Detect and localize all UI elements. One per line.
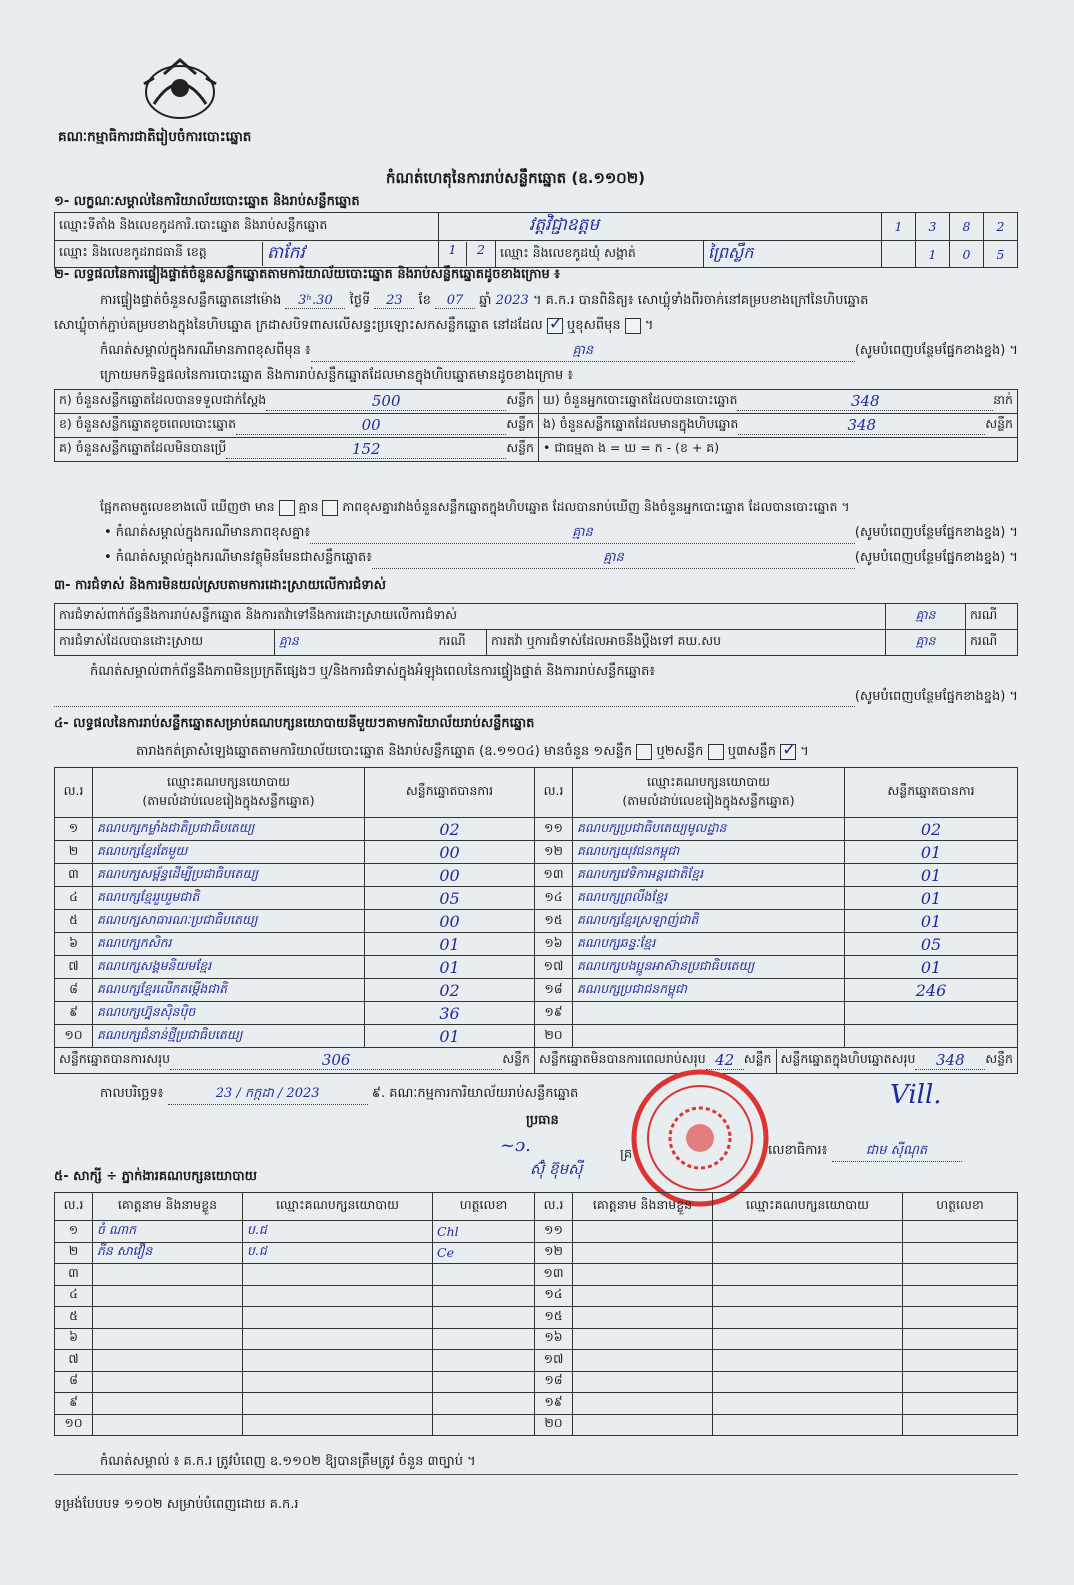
three-sheet-checkbox[interactable] <box>780 744 796 760</box>
two-sheet-checkbox[interactable] <box>708 744 724 760</box>
section-4-heading: ៤- លទ្ធផលនៃការរាប់សន្លឹកឆ្នោតសម្រាប់គណបក្សនយោបាយនីមួយៗតាមការិយាល័យរាប់សន្លឹកឆ្នោត <box>54 716 535 731</box>
table-row <box>55 818 1018 841</box>
table-row <box>55 1393 1018 1415</box>
witness-signature <box>433 1307 535 1329</box>
table-row <box>55 1002 1018 1025</box>
witness-name <box>573 1221 713 1243</box>
witness-party <box>243 1264 433 1286</box>
party-no: ៥ <box>55 910 93 933</box>
commune-code-digit: 5 <box>984 241 1018 268</box>
witness-no: ២ <box>55 1242 93 1264</box>
party-name: គណបក្សព្រលឹងខ្មែរ <box>573 887 845 910</box>
witness-no: ៤ <box>55 1285 93 1307</box>
witness-signature <box>903 1221 1018 1243</box>
witness-name <box>573 1328 713 1350</box>
witness-signature <box>433 1393 535 1415</box>
party-no: ១០ <box>55 1025 93 1048</box>
spoiled-label: ខ) ចំនួនសន្លឹកឆ្នោតខូចពេលបោះឆ្នោត <box>59 416 237 431</box>
total-invalid-value: 42 <box>706 1051 744 1070</box>
station-code-digit: 1 <box>882 213 916 241</box>
received-value: 500 <box>266 392 506 411</box>
section-3-heading: ៣- ការជំទាស់ និងការមិនយល់ស្របតាមការដោះស្រាយលើការជំទាស់ <box>54 578 386 593</box>
witness-no: ២០ <box>535 1414 573 1436</box>
date-line: កាលបរិច្ឆេទ៖ 23 / កក្កដា / 2023 ៩. គណៈកម្មការការិយាល័យរាប់សន្លឹកឆ្នោត <box>100 1085 578 1105</box>
discrepancy-note: • កំណត់សម្គាល់ក្នុងករណីមានភាពខុសគ្នា៖ គ្មាន (សូមបំពេញបន្ថែមផ្នែកខាងខ្នង) ។ <box>104 524 1018 544</box>
total-box-value: 348 <box>915 1051 985 1070</box>
table-row <box>55 1264 1018 1286</box>
party-votes: 01 <box>365 956 535 979</box>
party-name: គណបក្សប្រជាជនកម្ពុជា <box>573 979 845 1002</box>
result-intro: ក្រោយមកទិន្នផលនៃការបោះឆ្នោត និងការរាប់សន្លឹកឆ្នោតដែលមានក្នុងហិបឆ្នោតមានដូចខាងក្រោម ៖ <box>100 368 574 383</box>
station-label: ឈ្មោះទីតាំង និងលេខកូដការិ.បោះឆ្នោត និងរាប់សន្លឹកឆ្នោត <box>55 213 439 241</box>
witness-no: ១០ <box>55 1414 93 1436</box>
chair-name: ស៊ុំ ខ៊ុមស៊ី <box>530 1160 583 1178</box>
witness-no: ១២ <box>535 1242 573 1264</box>
witness-name <box>573 1414 713 1436</box>
footer-divider <box>54 1474 1018 1475</box>
secretary-signature: Vill. <box>890 1080 942 1110</box>
witness-party <box>713 1264 903 1286</box>
witness-no: ១៣ <box>535 1264 573 1286</box>
party-name: គណបក្សហ្វ៊ុនស៊ិនប៉ិច <box>93 1002 365 1025</box>
witness-name <box>573 1350 713 1372</box>
table-row <box>55 1414 1018 1436</box>
table-row <box>55 841 1018 864</box>
witness-no: ១៦ <box>535 1328 573 1350</box>
party-votes: 01 <box>365 1025 535 1048</box>
province-label: ឈ្មោះ និងលេខកូដរាជធានី ខេត្ត <box>55 242 263 266</box>
table-row <box>55 1307 1018 1329</box>
witness-name <box>573 1242 713 1264</box>
witness-signature <box>903 1285 1018 1307</box>
witness-party: ប.ជ <box>243 1221 433 1243</box>
witness-party <box>713 1414 903 1436</box>
one-sheet-checkbox[interactable] <box>636 744 652 760</box>
witness-party <box>243 1307 433 1329</box>
table-row <box>55 1285 1018 1307</box>
chair-signature: ~ɔ. <box>500 1135 531 1156</box>
witness-name: ចំ ណាក <box>93 1221 243 1243</box>
verify-line-2: សោឃ្លុំចាក់ភ្ជាប់គម្របខាងក្នុងនៃហិបឆ្នោត ក្រដាសបិទពាសលើសន្ទះប្រឡោះសកសន្លឹកឆ្នោត នៅដដែល ✓ ឬខុសពីមុន ។ <box>54 317 653 336</box>
date-value: 23 / កក្កដា / 2023 <box>168 1085 368 1105</box>
witness-party <box>713 1307 903 1329</box>
verify-day: 23 <box>374 293 414 309</box>
witness-name <box>93 1393 243 1415</box>
nec-emblem-icon <box>134 54 226 124</box>
party-no: ៩ <box>55 1002 93 1025</box>
party-name: គណបក្សខ្មែររួបរួមជាតិ <box>93 887 365 910</box>
party-votes: 01 <box>845 956 1018 979</box>
chair-label: ប្រធាន <box>526 1113 559 1128</box>
irregularity-fill: (សូមបំពេញបន្ថែមផ្នែកខាងខ្នង) ។ <box>54 688 1018 707</box>
section-1-table <box>54 212 1018 268</box>
unused-label: គ) ចំនួនសន្លឹកឆ្នោតដែលមិនបានប្រើ <box>59 440 227 455</box>
party-votes: 01 <box>845 841 1018 864</box>
witness-party <box>713 1371 903 1393</box>
witness-party <box>713 1328 903 1350</box>
table-row <box>55 1025 1018 1048</box>
party-name: គណបក្សយុវជនកម្ពុជា <box>573 841 845 864</box>
witness-body <box>55 1221 1018 1436</box>
party-votes: 01 <box>845 910 1018 933</box>
objection-label: ការជំទាស់ពាក់ព័ន្ធនឹងការរាប់សន្លឹកឆ្នោត និងការតវ៉ាទៅនឹងការដោះស្រាយលើការជំទាស់ <box>55 604 886 630</box>
in-box-value: 348 <box>738 416 985 435</box>
appeal-value: គ្មាន <box>886 630 966 656</box>
witness-name <box>93 1371 243 1393</box>
party-name: គណបក្សប្រជាធិបតេយ្យមូលដ្ឋាន <box>573 818 845 841</box>
witness-signature <box>433 1414 535 1436</box>
witness-signature: Chl <box>433 1221 535 1243</box>
witness-party <box>713 1393 903 1415</box>
witness-name <box>573 1371 713 1393</box>
party-votes: 00 <box>365 864 535 887</box>
witness-signature <box>903 1393 1018 1415</box>
witness-name <box>573 1307 713 1329</box>
party-name: គណបក្សកម្លាំងជាតិប្រជាធិបតេយ្យ <box>93 818 365 841</box>
appeal-label: ការតវ៉ា ឬការជំទាស់ដែលអាចនឹងប្តឹងទៅ គឃ.សប <box>487 630 886 656</box>
party-name <box>573 1002 845 1025</box>
witness-no: ៧ <box>55 1350 93 1372</box>
party-no: ៨ <box>55 979 93 1002</box>
verify-year: 2023 <box>495 293 529 308</box>
table-row <box>55 933 1018 956</box>
commune-code-digit: 0 <box>950 241 984 268</box>
party-name: គណបក្សសង្គមនិយមខ្មែរ <box>93 956 365 979</box>
org-title: គណៈកម្មាធិការជាតិរៀបចំការបោះឆ្នោត <box>58 129 252 145</box>
province-code-digit: 1 <box>439 242 467 266</box>
party-no: ១ <box>55 818 93 841</box>
secretary-line: លេខាធិការ៖ ជាម ស៊ីណុត <box>768 1142 962 1162</box>
member-label: គ្រ <box>620 1147 633 1162</box>
party-name: គណបក្សខ្មែរស្រឡាញ់ជាតិ <box>573 910 845 933</box>
party-no: ១៥ <box>535 910 573 933</box>
party-no: ១៧ <box>535 956 573 979</box>
witness-no: ៣ <box>55 1264 93 1286</box>
witness-signature <box>433 1371 535 1393</box>
witness-party <box>243 1371 433 1393</box>
witness-no: ៨ <box>55 1371 93 1393</box>
witness-no: ១៨ <box>535 1371 573 1393</box>
section-2-heading: ២- លទ្ធផលនៃការផ្ទៀងផ្ទាត់ចំនួនសន្លឹកឆ្នោតតាមការិយាល័យបោះឆ្នោត និងរាប់សន្លឹកឆ្នោតដូចខាងក្រោម ៖ <box>54 267 560 282</box>
same-checkbox[interactable] <box>547 318 563 334</box>
witness-party <box>713 1242 903 1264</box>
diff-note-value: គ្មាន <box>311 342 855 362</box>
witness-name <box>93 1350 243 1372</box>
table-row <box>55 979 1018 1002</box>
witness-signature <box>433 1285 535 1307</box>
discrepancy-line: ផ្អែកតាមតួលេខខាងលើ ឃើញថា មាន គ្មាន ភាពខុសគ្នារវាងចំនួនសន្លឹកឆ្នោតក្នុងហិបឆ្នោត ដែលបានរាប់ឃើញ និងចំនួនអ្នកបោះឆ្នោត ដែលបានបោះឆ្នោត ។ <box>100 499 850 514</box>
commune-code-digit: 1 <box>916 241 950 268</box>
table-row <box>55 1371 1018 1393</box>
party-no: ១២ <box>535 841 573 864</box>
verify-month: 07 <box>435 293 475 309</box>
witness-no: ៦ <box>55 1328 93 1350</box>
party-no: ១៣ <box>535 864 573 887</box>
witness-no: ១៩ <box>535 1393 573 1415</box>
witness-no: ៥ <box>55 1307 93 1329</box>
witness-signature <box>903 1414 1018 1436</box>
witness-no: ១ <box>55 1221 93 1243</box>
witness-no: ១៥ <box>535 1307 573 1329</box>
no-discrepancy-checkbox[interactable] <box>322 500 338 516</box>
party-name: គណបក្សសាធារណៈប្រជាធិបតេយ្យ <box>93 910 365 933</box>
party-name: គណបក្សកសិករ <box>93 933 365 956</box>
party-votes: 02 <box>365 979 535 1002</box>
different-checkbox[interactable] <box>625 318 641 334</box>
in-box-label: ង) ចំនួនសន្លឹកឆ្នោតដែលមានក្នុងហិបឆ្នោត <box>543 416 739 431</box>
official-seal-icon <box>630 1068 770 1208</box>
table-row <box>55 1221 1018 1243</box>
formula-text: • ជាធម្មតា ង = ឃ = ក - (ខ + គ) <box>539 438 1018 462</box>
secretary-name: ជាម ស៊ីណុត <box>832 1142 962 1162</box>
verify-time: 3ʰ.30 <box>285 293 345 309</box>
witness-name <box>93 1285 243 1307</box>
party-votes: 01 <box>845 864 1018 887</box>
party-no: ១៨ <box>535 979 573 1002</box>
witness-name <box>93 1414 243 1436</box>
witness-signature <box>433 1350 535 1372</box>
spoiled-value: 00 <box>236 416 506 435</box>
party-votes: 01 <box>845 887 1018 910</box>
party-votes <box>845 1002 1018 1025</box>
witness-signature <box>903 1242 1018 1264</box>
witness-party <box>243 1285 433 1307</box>
has-discrepancy-checkbox[interactable] <box>279 500 295 516</box>
witness-name <box>573 1393 713 1415</box>
station-code-digit: 2 <box>984 213 1018 241</box>
party-no: ២ <box>55 841 93 864</box>
party-no: ១៤ <box>535 887 573 910</box>
party-no: ៤ <box>55 887 93 910</box>
objection-value: គ្មាន <box>886 604 966 630</box>
witness-party <box>713 1350 903 1372</box>
party-no: ៧ <box>55 956 93 979</box>
verify-line: ការផ្ទៀងផ្ទាត់ចំនួនសន្លឹកឆ្នោតនៅម៉ោង 3ʰ.30 ថ្ងៃទី 23 ខែ 07 ឆ្នាំ 2023 ។ គ.ក.រ បានពិនិត្យ៖ សោឃ្លុំទាំងពីរចាក់នៅគម្របខាងក្រៅនៃហិបឆ្នោត <box>100 293 869 308</box>
party-results-table: ល.រ ឈ្មោះគណបក្សនយោបាយ (តាមលំដាប់លេខរៀងក្នុងសន្លឹកឆ្នោត) សន្លឹកឆ្នោតបានការ ល.រ ឈ្មោះគណបក្សនយោបាយ (តាមលំដាប់លេខរៀងក្នុងសន្លឹកឆ្នោត) សន្លឹកឆ្នោតបានការ ១ គណបក្សកម្លាំងជាតិប្រជាធិបតេយ្យ 02 ១១ គណបក្សប្រជាធិបតេយ្យមូលដ្ឋាន 02 ២ គណបក្សខ្មែរតែមួយ 00 ១២ គណបក្សយុវជនកម្ពុជា 01 ៣ គណបក្សសម្ព័ន្ធដើម្បីប្រជាធិបតេយ្យ 00 ១៣ គណបក្សវេទិកាអន្តរជាតិខ្មែរ 01 ៤ គណបក្សខ្មែររួបរួមជាតិ 05 ១៤ គណបក្សព្រលឹងខ្មែរ 01 ៥ គណបក្សសាធារណៈប្រជាធិបតេយ្យ 00 ១៥ គណបក្សខ្មែរស្រឡាញ់ជាតិ 01 ៦ គណបក្សកសិករ 01 ១៦ គណបក្សឆន្ទៈខ្មែរ 05 ៧ គណបក្សសង្គមនិយមខ្មែរ 01 ១៧ គណបក្សបងប្អូនអាស៊ានប្រជាធិបតេយ្យ 01 ៨ គណបក្សខ្មែរលើកតម្កើងជាតិ 02 ១៨ គណបក្សប្រជាជនកម្ពុជា 246 ៩ គណបក្សហ្វ៊ុនស៊ិនប៉ិច 36 ១៩ ១០ គណបក្សជំនាន់ថ្មីប្រជាធិបតេយ្យ 01 ២០ សន្លឹកឆ្នោតបានការសរុប 306 សន្លឹក សន្លឹកឆ្នោតមិនបានការពេលរាប់សរុប 42 សន្លឹក សន្លឹកឆ្នោតក្នុងហិបឆ្នោតសរុប 348 សន្លឹក <box>54 767 1018 1074</box>
party-no: ១១ <box>535 818 573 841</box>
commune-name: ព្រៃស្លឹក <box>704 241 882 268</box>
table-row <box>55 1350 1018 1372</box>
witness-no: ១១ <box>535 1221 573 1243</box>
party-name: គណបក្សឆន្ទៈខ្មែរ <box>573 933 845 956</box>
party-votes: 05 <box>845 933 1018 956</box>
station-name: វត្តវិជ្ជាឧត្តម <box>439 213 882 241</box>
section-3-table: ការជំទាស់ពាក់ព័ន្ធនឹងការរាប់សន្លឹកឆ្នោត និងការតវ៉ាទៅនឹងការដោះស្រាយលើការជំទាស់ គ្មាន ករណី ការជំទាស់ដែលបានដោះស្រាយ គ្មាន ករណី ការតវ៉ា ឬការជំទាស់ដែលអាចនឹងប្តឹងទៅ គឃ.សប គ្មាន ករណី <box>54 603 1018 656</box>
resolved-value: គ្មាន <box>275 630 435 656</box>
table-row <box>55 956 1018 979</box>
party-name: គណបក្សជំនាន់ថ្មីប្រជាធិបតេយ្យ <box>93 1025 365 1048</box>
voters-value: 348 <box>737 392 993 411</box>
foreign-object-note: • កំណត់សម្គាល់ក្នុងករណីមានវត្ថុមិនមែនជាសន្លឹកឆ្នោត៖ គ្មាន (សូមបំពេញបន្ថែមផ្នែកខាងខ្នង) ។ <box>104 549 1018 569</box>
station-code-digit: 3 <box>916 213 950 241</box>
witness-no: ៩ <box>55 1393 93 1415</box>
party-votes: 02 <box>365 818 535 841</box>
province-code-digit: 2 <box>477 242 485 257</box>
witness-signature <box>433 1328 535 1350</box>
party-no: ៦ <box>55 933 93 956</box>
voters-label: ឃ) ចំនួនអ្នកបោះឆ្នោតដែលបានបោះឆ្នោត <box>543 392 738 407</box>
witness-name <box>93 1264 243 1286</box>
witness-name <box>93 1328 243 1350</box>
witness-signature <box>903 1328 1018 1350</box>
table-row <box>55 887 1018 910</box>
witness-no: ១៤ <box>535 1285 573 1307</box>
province-name: តាកែវ <box>267 243 305 263</box>
section-5-heading: ៥- សាក្សី ÷ ភ្នាក់ងារគណបក្សនយោបាយ <box>54 1169 257 1184</box>
witness-signature <box>903 1350 1018 1372</box>
result-table: ក) ចំនួនសន្លឹកឆ្នោតដែលបានទទួលជាក់ស្តែង 500 សន្លឹក ឃ) ចំនួនអ្នកបោះឆ្នោតដែលបានបោះឆ្នោត 348 នាក់ ខ) ចំនួនសន្លឹកឆ្នោតខូចពេលបោះឆ្នោត 00 សន្លឹក ង) ចំនួនសន្លឹកឆ្នោតដែលមានក្នុងហិបឆ្នោត 348 សន្លឹក គ) ចំនួនសន្លឹកឆ្នោតដែលមិនបានប្រើ 152 សន្លឹក • ជាធម្មតា ង = ឃ = ក - (ខ + គ) <box>54 389 1018 462</box>
witness-name <box>573 1285 713 1307</box>
table-row <box>55 1328 1018 1350</box>
commune-label: ឈ្មោះ និងលេខកូដឃុំ សង្កាត់ <box>496 241 704 268</box>
party-votes: 36 <box>365 1002 535 1025</box>
station-code-digit: 8 <box>950 213 984 241</box>
party-name: គណបក្សសម្ព័ន្ធដើម្បីប្រជាធិបតេយ្យ <box>93 864 365 887</box>
witness-signature <box>433 1264 535 1286</box>
attach-line: តារាងកត់ត្រាសំឡេងឆ្នោតតាមការិយាល័យបោះឆ្នោត និងរាប់សន្លឹកឆ្នោត (ឧ.១១០៤) មានចំនួន ១សន្លឹក ឬ២សន្លឹក ឬ៣សន្លឹក ✓ ។ <box>136 743 809 762</box>
witness-signature: Ce <box>433 1242 535 1264</box>
party-name: គណបក្សបងប្អូនអាស៊ានប្រជាធិបតេយ្យ <box>573 956 845 979</box>
form-title: កំណត់ហេតុនៃការរាប់សន្លឹកឆ្នោត (ឧ.១១០២) <box>386 169 646 187</box>
witness-party <box>243 1328 433 1350</box>
footnote: កំណត់សម្គាល់ ៖ គ.ក.រ ត្រូវបំពេញ ឧ.១១០២ ឱ្យបានត្រឹមត្រូវ ចំនួន ៣ច្បាប់ ។ <box>100 1454 476 1469</box>
party-no: ២០ <box>535 1025 573 1048</box>
witness-name: ភីន សាវឿន <box>93 1242 243 1264</box>
party-votes: 05 <box>365 887 535 910</box>
party-name: គណបក្សខ្មែរតែមួយ <box>93 841 365 864</box>
foreign-object-value: គ្មាន <box>372 549 855 569</box>
table-row <box>55 910 1018 933</box>
irregularity-note: កំណត់សម្គាល់ពាក់ព័ន្ធនឹងភាពមិនប្រក្រតីផ្សេងៗ ឬ/និងការជំទាស់ក្នុងអំឡុងពេលនៃការផ្ទៀងផ្ទាត់ និងការរាប់សន្លឹកឆ្នោត៖ <box>90 664 656 679</box>
party-votes: 246 <box>845 979 1018 1002</box>
received-label: ក) ចំនួនសន្លឹកឆ្នោតដែលបានទទួលជាក់ស្តែង <box>59 392 267 407</box>
party-no: ៣ <box>55 864 93 887</box>
party-name <box>573 1025 845 1048</box>
party-name: គណបក្សវេទិកាអន្តរជាតិខ្មែរ <box>573 864 845 887</box>
party-votes: 02 <box>845 818 1018 841</box>
diff-note: កំណត់សម្គាល់ក្នុងករណីមានភាពខុសពីមុន ៖ គ្មាន (សូមបំពេញបន្ថែមផ្នែកខាងខ្នង) ។ <box>100 342 1018 362</box>
party-results-body <box>55 818 1018 1048</box>
party-votes <box>845 1025 1018 1048</box>
witness-party <box>243 1414 433 1436</box>
witness-table: ល.រ គោត្តនាម និងនាមខ្លួន ឈ្មោះគណបក្សនយោបាយ ហត្ថលេខា ល.រ គោត្តនាម និងនាមខ្លួន ឈ្មោះគណបក្សនយោបាយ ហត្ថលេខា ១ ចំ ណាក ប.ជ Chl ១១ ២ ភីន សាវឿន ប.ជ Ce ១២ ៣ ១៣ ៤ ១៤ ៥ ១៥ ៦ ១៦ ៧ ១៧ ៨ ១៨ ៩ ១៩ ១០ ២០ <box>54 1192 1018 1436</box>
discrepancy-note-value: គ្មាន <box>310 524 855 544</box>
party-no: ១៦ <box>535 933 573 956</box>
footer-text: ទម្រង់បែបបទ ១១០២ សម្រាប់បំពេញដោយ គ.ក.រ <box>54 1497 299 1512</box>
witness-name <box>573 1264 713 1286</box>
party-votes: 00 <box>365 910 535 933</box>
witness-party <box>713 1285 903 1307</box>
witness-party: ប.ជ <box>243 1242 433 1264</box>
party-no: ១៩ <box>535 1002 573 1025</box>
witness-party <box>713 1221 903 1243</box>
witness-signature <box>903 1307 1018 1329</box>
witness-signature <box>903 1264 1018 1286</box>
witness-no: ១៧ <box>535 1350 573 1372</box>
total-valid-value: 306 <box>170 1051 502 1070</box>
party-name: គណបក្សខ្មែរលើកតម្កើងជាតិ <box>93 979 365 1002</box>
section-1-heading: ១- លក្ខណៈសម្គាល់នៃការិយាល័យបោះឆ្នោត និងរាប់សន្លឹកឆ្នោត <box>54 194 360 209</box>
witness-party <box>243 1393 433 1415</box>
witness-party <box>243 1350 433 1372</box>
party-votes: 00 <box>365 841 535 864</box>
resolved-label: ការជំទាស់ដែលបានដោះស្រាយ <box>55 630 275 656</box>
party-votes: 01 <box>365 933 535 956</box>
witness-name <box>93 1307 243 1329</box>
unused-value: 152 <box>226 440 506 459</box>
witness-signature <box>903 1371 1018 1393</box>
table-row <box>55 1242 1018 1264</box>
table-row <box>55 864 1018 887</box>
